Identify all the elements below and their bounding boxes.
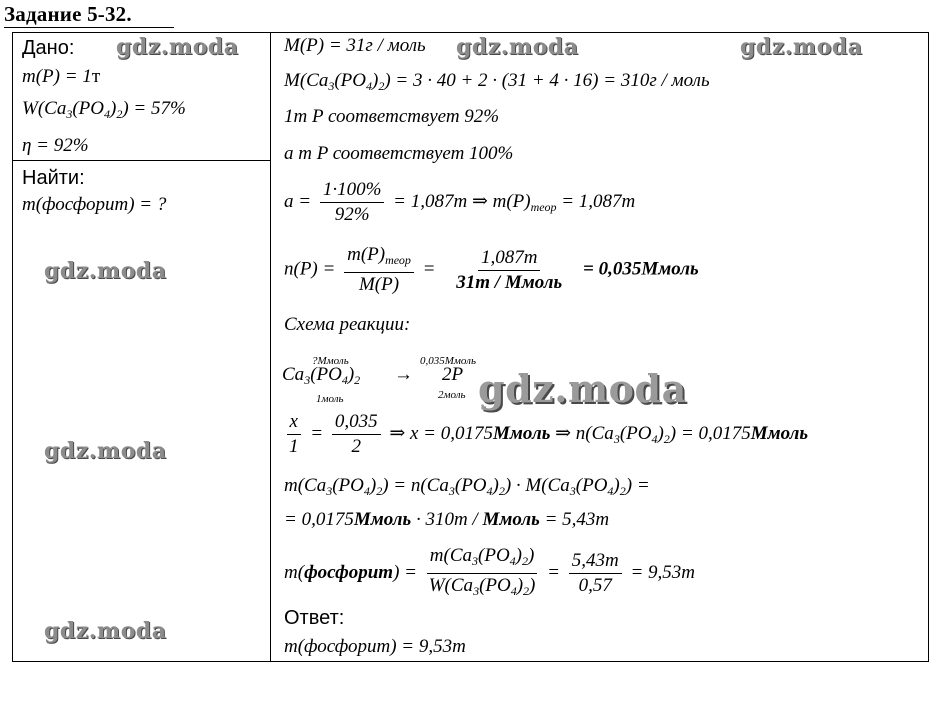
watermark: gdz.moda [478,366,687,411]
watermark: gdz.moda [44,438,167,464]
table-border-bottom [12,661,929,662]
given-find-divider [12,160,271,161]
fraction: $\frac{0,035}{2}$ [332,412,381,457]
title-underline [4,27,174,28]
given-mass-fraction: $W(Ca_3(PO_4)_2) = 57\%$ [22,98,186,121]
eq-molar-mass-p: M(P) = 31г / моль [284,35,426,56]
table-border-right [928,32,929,662]
watermark: gdz.moda [44,618,167,644]
eq-mass-phosphorite: m(фосфорит) = $\frac{m(Ca_3(PO_4)_2)}{W(Ca_3(PO_4)_2)}$ = $\frac{5,43т}{0,57}$ = 9,53т [284,546,695,601]
table-border-top [12,32,929,33]
eq-amount-p: n(P) = $\frac{m(P)_{теор}}{M(P)}$ = $\frac{1,087т}{\text{31т / Ммоль}}$ = 0,035Ммоль [284,244,699,295]
eq-proportion-scheme: $\frac{x}{1}$ = $\frac{0,035}{2}$ ⇒ x = 0,0175Ммоль ⇒ $n(Ca_3(PO_4)_2)$ = 0,0175Ммоль [282,412,808,457]
fraction: $\frac{5,43т}{0,57}$ [569,551,622,596]
find-label: Найти: [22,167,85,189]
eq-mass-phosphate: $m(Ca_3(PO_4)_2) = n(Ca_3(PO_4)_2) \cdot M(Ca_3(PO_4)_2)$ = [284,475,650,498]
fraction: $\frac{m(P)_{теор}}{M(P)}$ [344,245,414,295]
find-target: m(фосфорит) = ? [22,194,167,215]
fraction: $\frac{x}{1}$ [286,412,302,457]
watermark: gdz.moda [456,34,579,60]
eq-proportion-1: 1т P соответствует 92% [284,106,500,127]
eq-mass-phosphate-value: = 0,0175Ммоль · 310т / Ммоль = 5,43т [284,509,610,530]
table-border-left [12,32,13,662]
eq-proportion-2: a т P соответствует 100% [284,143,514,164]
watermark: gdz.moda [44,258,167,284]
answer-value: m(фосфорит) = 9,53т [284,636,466,657]
task-title: Задание 5-32. [4,2,132,26]
eq-molar-mass-phosphate: $M(Ca_3(PO_4)_2) = 3 \cdot 40 + 2 \cdot (31 + 4 \cdot 16) = 310г$ / моль [284,70,710,93]
scheme-label: Схема реакции: [284,314,411,335]
given-mass-p: m(P) = 1т [22,66,101,87]
watermark: gdz.moda [116,34,239,60]
table-column-divider [270,32,271,662]
fraction: $\frac{1,087т}{\text{31т / Ммоль}}$ [456,246,563,293]
fraction: $\frac{m(Ca_3(PO_4)_2)}{W(Ca_3(PO_4)_2)}$ [428,545,536,598]
answer-label: Ответ: [284,607,345,629]
given-label: Дано: [22,37,75,59]
watermark: gdz.moda [740,34,863,60]
eq-theoretical-mass: a = $\frac{1\cdot 100\%}{92\%}$ = 1,087т ⇒ $m(P)_{теор} = 1,087т$ [284,179,636,225]
given-yield: η = 92% [22,135,89,156]
fraction: $\frac{1\cdot 100\%}{92\%}$ [320,180,385,225]
